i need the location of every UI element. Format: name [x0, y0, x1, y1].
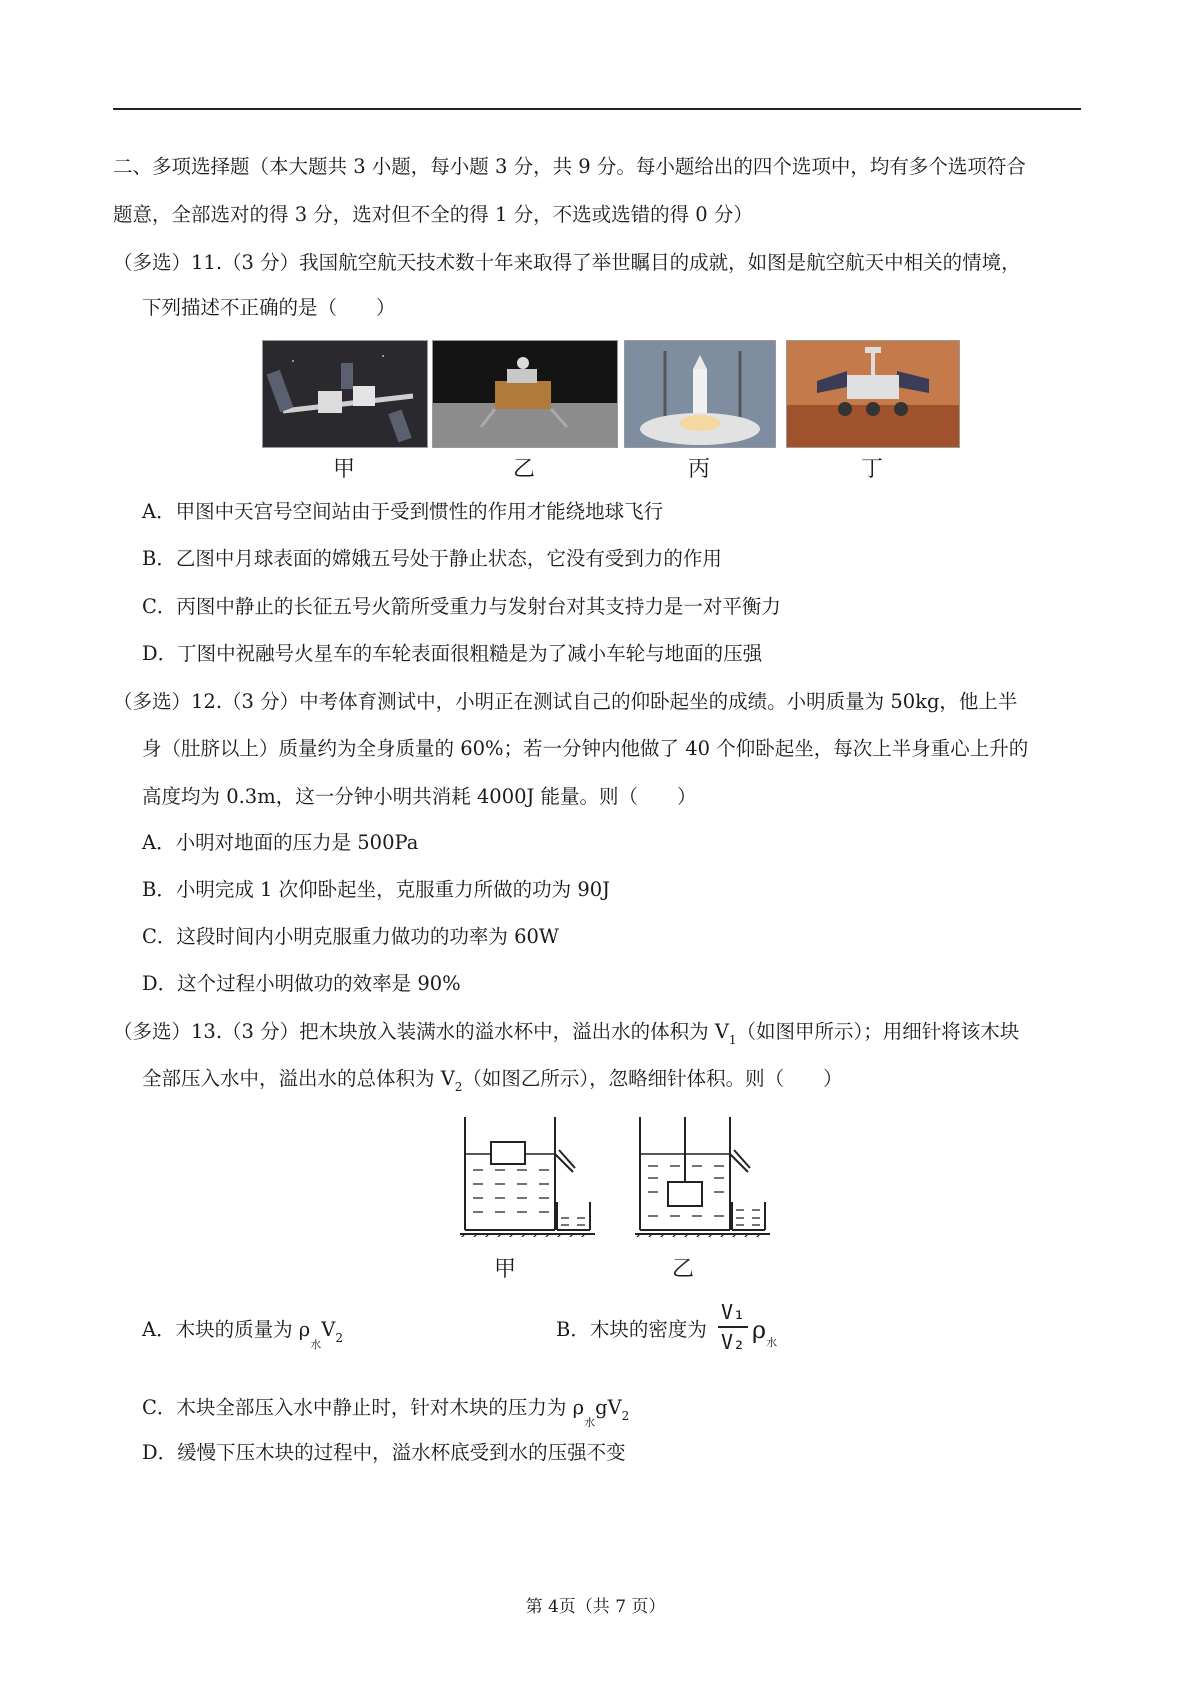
page-footer: 第 4页（共 7 页）	[525, 1597, 666, 1617]
q13-option-d: D．缓慢下压木块的过程中，溢水杯底受到水的压强不变	[142, 1441, 626, 1464]
figure-label-ding: 丁	[860, 457, 883, 482]
fraction-numerator: V₁	[720, 1300, 746, 1324]
q11-option-a: A．甲图中天宫号空间站由于受到惯性的作用才能绕地球飞行	[142, 500, 664, 523]
q11-option-c: C．丙图中静止的长征五号火箭所受重力与发射台对其支持力是一对平衡力	[142, 595, 781, 618]
q11-stem-line2: 下列描述不正确的是（ ）	[142, 296, 396, 319]
q12-stem-line3: 高度均为 0.3m，这一分钟小明共消耗 4000J 能量。则（ ）	[142, 785, 697, 808]
q12-option-a: A．小明对地面的压力是 500Pa	[142, 831, 419, 854]
fraction-denominator: V₂	[720, 1330, 746, 1354]
space-station-photo	[262, 340, 428, 448]
q13-stem-line1: （多选）13.（3 分）把木块放入装满水的溢水杯中，溢出水的体积为 $V_1$（如图甲所示）；用细针将该木块	[113, 1020, 1020, 1047]
space-station-image	[263, 341, 427, 447]
overflow-cup-diagram	[455, 1112, 775, 1237]
q12-stem-line1: （多选）12.（3 分）中考体育测试中，小明正在测试自己的仰卧起坐的成绩。小明质量为 50kg，他上半	[113, 690, 1018, 713]
figure-label-jia: 甲	[332, 457, 355, 482]
rho-symbol: $\rho_水$	[752, 1316, 778, 1349]
q13-option-a: A．木块的质量为 $\rho_水V_2$	[142, 1318, 343, 1351]
q12-option-b: B．小明完成 1 次仰卧起坐，克服重力所做的功为 90J	[142, 878, 610, 901]
figure-label-bing: 丙	[687, 457, 710, 482]
header-rule	[113, 108, 1081, 110]
mars-rover-photo	[786, 340, 960, 448]
q11-option-d: D．丁图中祝融号火星车的车轮表面很粗糙是为了减小车轮与地面的压强	[142, 642, 763, 665]
q13-option-b: B．木块的密度为	[556, 1318, 707, 1341]
rocket-launch-photo	[624, 340, 776, 448]
q11-stem-line1: （多选）11.（3 分）我国航空航天技术数十年来取得了举世瞩目的成就，如图是航空航天中相关的情境，	[113, 251, 1021, 274]
q13-option-c: C．木块全部压入水中静止时，针对木块的压力为 $\rho_水gV_2$	[142, 1396, 630, 1429]
q12-option-d: D．这个过程小明做功的效率是 90%	[142, 972, 461, 995]
q13-stem-line2: 全部压入水中，溢出水的总体积为 $V_2$（如图乙所示），忽略细针体积。则（ ）	[142, 1067, 843, 1094]
mars-rover-image	[787, 341, 959, 447]
rocket-launch-image	[625, 341, 775, 447]
lunar-lander-photo	[432, 340, 618, 448]
q12-stem-line2: 身（肚脐以上）质量约为全身质量的 60%；若一分钟内他做了 40 个仰卧起坐，每次上半身重心上升的	[142, 737, 1029, 760]
figure-label-yi: 乙	[512, 457, 535, 482]
diagram-label-yi: 乙	[671, 1257, 694, 1282]
diagram-label-jia: 甲	[493, 1257, 516, 1282]
section-heading-line2: 题意，全部选对的得 3 分，选对但不全的得 1 分，不选或选错的得 0 分）	[113, 203, 753, 226]
q11-option-b: B．乙图中月球表面的嫦娥五号处于静止状态，它没有受到力的作用	[142, 547, 722, 570]
q12-option-c: C．这段时间内小明克服重力做功的功率为 60W	[142, 925, 559, 948]
section-heading-line1: 二、多项选择题（本大题共 3 小题，每小题 3 分，共 9 分。每小题给出的四个选项中，均有多个选项符合	[113, 155, 1026, 178]
fraction-bar	[718, 1326, 748, 1328]
lunar-lander-image	[433, 341, 617, 447]
density-fraction	[718, 1300, 748, 1354]
